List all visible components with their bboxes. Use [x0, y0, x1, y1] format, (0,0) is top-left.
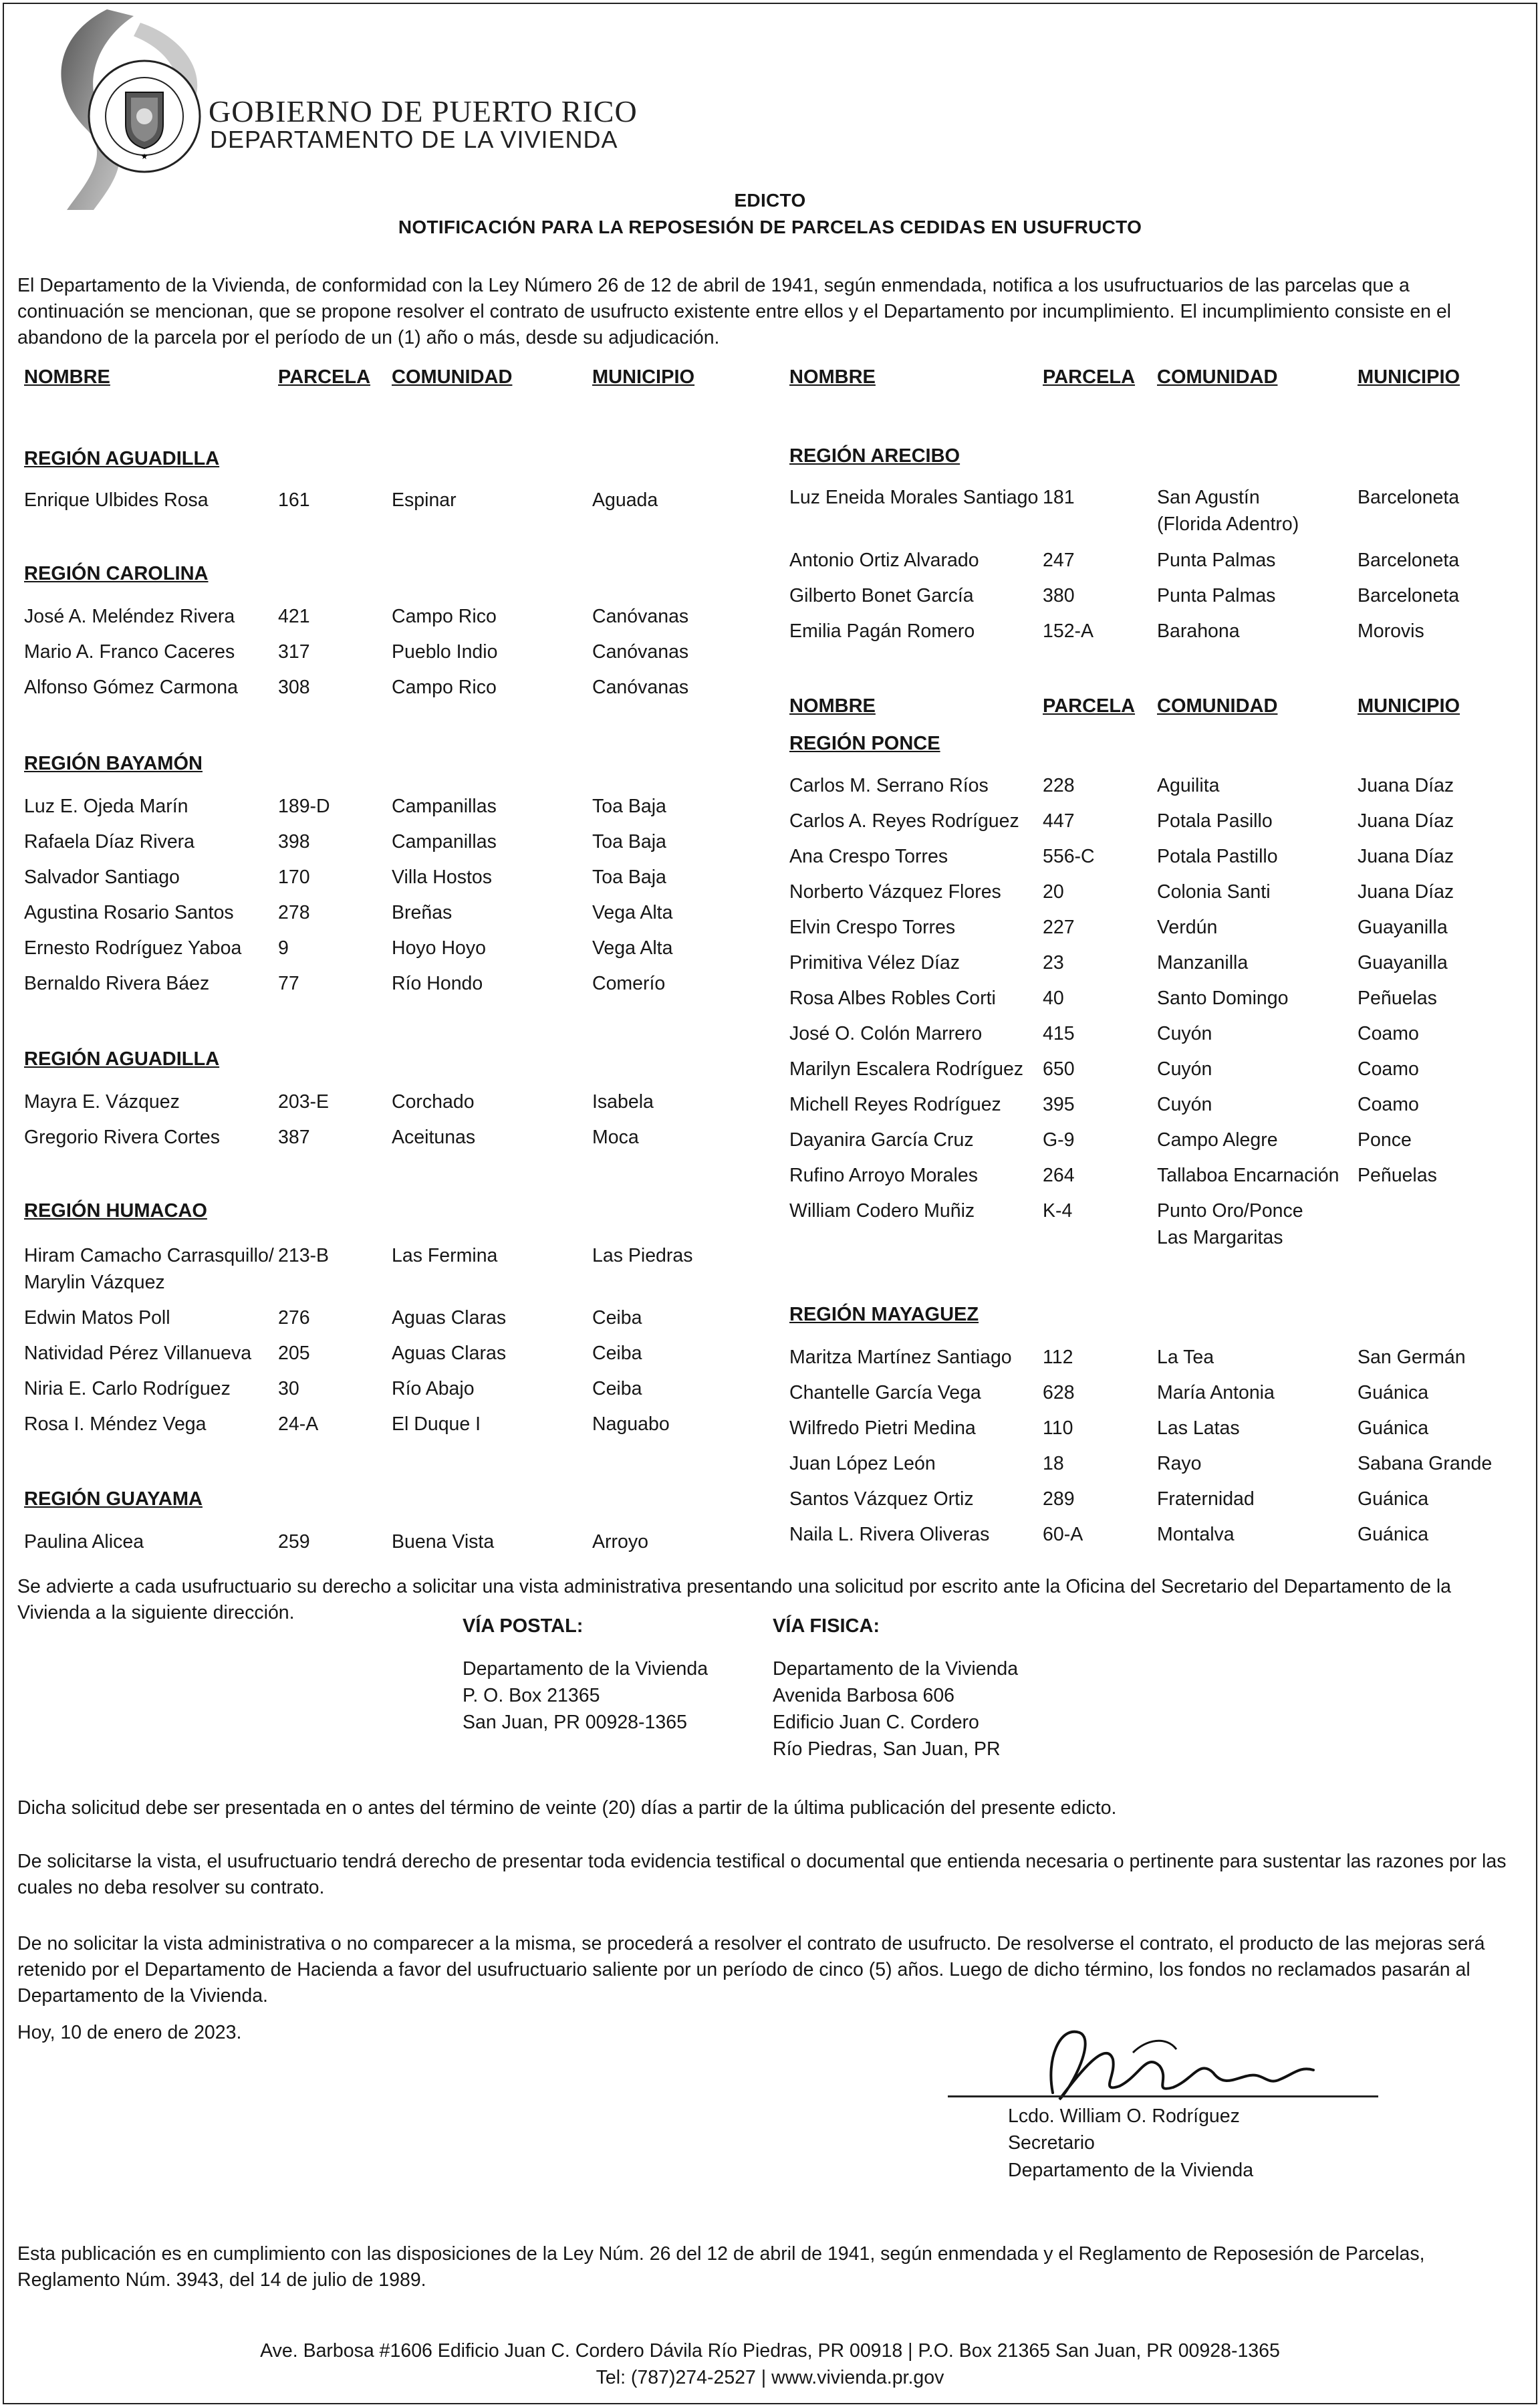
cell-municipio: Guánica [1358, 1524, 1429, 1545]
cell-comunidad: Fraternidad [1157, 1488, 1255, 1510]
cell-comunidad: Punta Palmas [1157, 550, 1276, 571]
cell-comunidad: Río Abajo [392, 1378, 475, 1399]
address-line: Avenida Barbosa 606 [773, 1685, 955, 1706]
address-line: Edificio Juan C. Cordero [773, 1712, 979, 1733]
column-header-municipio: MUNICIPIO [1358, 695, 1460, 717]
table-row [0, 1056, 1540, 1082]
column-header-comunidad: COMUNIDAD [1157, 695, 1278, 717]
cell-municipio: Peñuelas [1358, 988, 1437, 1009]
cell-municipio: Barceloneta [1358, 550, 1460, 571]
column-header-municipio: MUNICIPIO [1358, 366, 1460, 388]
region-heading: REGIÓN MAYAGUEZ [789, 1304, 979, 1325]
cell-comunidad: Santo Domingo [1157, 988, 1289, 1009]
cell-parcela: 18 [1043, 1453, 1064, 1474]
table-row [0, 772, 1540, 799]
cell-municipio: Juana Díaz [1358, 775, 1454, 796]
cell-nombre: Agustina Rosario Santos [24, 902, 234, 923]
cell-municipio: Canóvanas [592, 606, 689, 627]
footer-contact: Tel: (787)274-2527 | www.vivienda.pr.gov [596, 2367, 944, 2388]
cell-parcela: 203-E [278, 1091, 330, 1113]
cell-municipio: Aguada [592, 489, 658, 511]
cell-municipio: Juana Díaz [1358, 810, 1454, 832]
cell-comunidad: Las Fermina [392, 1245, 498, 1266]
cell-comunidad: Campanillas [392, 831, 497, 852]
cell-parcela: 152-A [1043, 620, 1094, 642]
compliance-paragraph: Esta publicación es en cumplimiento con las disposiciones de la Ley Núm. 26 del 12 de abril de 1941, según enmendada y el Reglamento de Reposesión de Parcelas, Reglamento Núm. 3943, del 14 de julio de 1989. [17, 2243, 1425, 2291]
cell-nombre: Salvador Santiago [24, 867, 180, 888]
cell-municipio: Toa Baja [592, 867, 666, 888]
cell-municipio: Toa Baja [592, 796, 666, 817]
cell-nombre: Edwin Matos Poll [24, 1307, 170, 1329]
signatory-role: Secretario [1008, 2132, 1095, 2154]
region-heading: REGIÓN GUAYAMA [24, 1488, 203, 1510]
cell-nombre: Ernesto Rodríguez Yaboa [24, 937, 242, 959]
cell-municipio: Guayanilla [1358, 952, 1448, 973]
edict-title: EDICTO [734, 190, 806, 211]
cell-municipio: Sabana Grande [1358, 1453, 1493, 1474]
cell-nombre: Naila L. Rivera Oliveras [789, 1524, 990, 1545]
cell-comunidad: La Tea [1157, 1347, 1214, 1368]
cell-nombre: Mario A. Franco Caceres [24, 641, 235, 663]
cell-municipio: Ceiba [592, 1378, 642, 1399]
address-line: Río Piedras, San Juan, PR [773, 1738, 1001, 1760]
cell-nombre: Carlos M. Serrano Ríos [789, 775, 989, 796]
cell-parcela: 30 [278, 1378, 299, 1399]
cell-municipio: Coamo [1358, 1023, 1419, 1044]
edict-subtitle: NOTIFICACIÓN PARA LA REPOSESIÓN DE PARCELAS CEDIDAS EN USUFRUCTO [398, 217, 1142, 237]
cell-parcela: 205 [278, 1343, 310, 1364]
physical-heading: VÍA FISICA: [773, 1615, 880, 1637]
cell-comunidad: Las Latas [1157, 1417, 1240, 1439]
table-row [0, 1242, 1540, 1293]
cell-parcela: 380 [1043, 585, 1075, 606]
cell-nombre: Maritza Martínez Santiago [789, 1347, 1012, 1368]
table-row [0, 1450, 1540, 1477]
cell-comunidad: Campo Rico [392, 606, 497, 627]
cell-municipio: Canóvanas [592, 641, 689, 663]
cell-nombre: Enrique Ulbides Rosa [24, 489, 209, 511]
table-row [0, 914, 1540, 941]
cell-municipio: Coamo [1358, 1058, 1419, 1080]
cell-municipio: Ceiba [592, 1343, 642, 1364]
cell-nombre: Michell Reyes Rodríguez [789, 1094, 1001, 1115]
cell-nombre: Rafaela Díaz Rivera [24, 831, 195, 852]
cell-municipio: Barceloneta [1358, 487, 1460, 508]
cell-nombre: Carlos A. Reyes Rodríguez [789, 810, 1019, 832]
government-name: GOBIERNO DE PUERTO RICO [209, 94, 638, 128]
table-row [0, 674, 1540, 701]
cell-comunidad: Punto Oro/Ponce Las Margaritas [1157, 1200, 1303, 1248]
column-header-nombre: NOMBRE [24, 366, 110, 388]
signatory-name: Lcdo. William O. Rodríguez [1008, 2105, 1240, 2127]
cell-nombre: Luz E. Ojeda Marín [24, 796, 188, 817]
cell-parcela: 227 [1043, 917, 1075, 938]
cell-nombre: Emilia Pagán Romero [789, 620, 975, 642]
cell-parcela: 259 [278, 1531, 310, 1553]
evidence-paragraph: De solicitarse la vista, el usufructuario tendrá derecho de presentar toda evidencia testifical o documental que entienda necesaria o pertinente para sustentar las razones por las cuales no deba resolver su contrato. [17, 1851, 1507, 1898]
region-heading: REGIÓN AGUADILLA [24, 1048, 220, 1070]
address-line: P. O. Box 21365 [463, 1685, 600, 1706]
cell-municipio: Guánica [1358, 1382, 1429, 1403]
table-row [0, 1020, 1540, 1047]
cell-municipio: Toa Baja [592, 831, 666, 852]
cell-comunidad: San Agustín (Florida Adentro) [1157, 487, 1299, 535]
cell-comunidad: Aguas Claras [392, 1343, 507, 1364]
resolution-paragraph: De no solicitar la vista administrativa o no comparecer a la misma, se procederá a resolver el contrato de usufructo. De resolverse el contrato, el producto de las mejoras será retenido por el Departamento de Hacienda a favor del usufructuario saliente por un período de cinco (5) años. Luego de dicho término, los fondos no reclamados pasarán al Departamento de la Vivienda. [17, 1933, 1485, 2007]
cell-nombre: Ana Crespo Torres [789, 846, 948, 867]
cell-nombre: Dayanira García Cruz [789, 1129, 974, 1151]
cell-nombre: José A. Meléndez Rivera [24, 606, 235, 627]
cell-municipio: Naguabo [592, 1413, 670, 1435]
cell-nombre: Antonio Ortiz Alvarado [789, 550, 979, 571]
cell-comunidad: Cuyón [1157, 1058, 1212, 1080]
table-row [0, 484, 1540, 535]
cell-parcela: 447 [1043, 810, 1075, 832]
intro-paragraph: El Departamento de la Vivienda, de conformidad con la Ley Número 26 de 12 de abril de 1941, según enmendada, notifica a los usufructuarios de las parcelas que a continuación se mencionan, que se propone resolver el contrato de usufructo existente entre ellos y el Departamento por incumplimiento. El incumplimiento consiste en el abandono de la parcela por el período de un (1) año o más, desde su adjudicación. [17, 275, 1452, 348]
cell-comunidad: Potala Pasillo [1157, 810, 1273, 832]
table-row [0, 1344, 1540, 1371]
cell-nombre: José O. Colón Marrero [789, 1023, 983, 1044]
address-line: Departamento de la Vivienda [773, 1658, 1019, 1680]
cell-municipio: Coamo [1358, 1094, 1419, 1115]
address-line: San Juan, PR 00928-1365 [463, 1712, 687, 1733]
svg-text:★: ★ [140, 152, 148, 161]
cell-parcela: 317 [278, 641, 310, 663]
table-row [0, 1415, 1540, 1442]
date-line: Hoy, 10 de enero de 2023. [17, 2022, 242, 2043]
cell-parcela: G-9 [1043, 1129, 1075, 1151]
column-header-comunidad: COMUNIDAD [1157, 366, 1278, 388]
cell-comunidad: Potala Pastillo [1157, 846, 1278, 867]
table-row [0, 1197, 1540, 1248]
department-name: DEPARTAMENTO DE LA VIVIENDA [210, 126, 618, 153]
cell-municipio: Isabela [592, 1091, 654, 1113]
cell-comunidad: María Antonia [1157, 1382, 1275, 1403]
cell-comunidad: Espinar [392, 489, 457, 511]
cell-municipio: Barceloneta [1358, 585, 1460, 606]
cell-parcela: 395 [1043, 1094, 1075, 1115]
cell-parcela: 189-D [278, 796, 330, 817]
cell-municipio: Las Piedras [592, 1245, 693, 1266]
cell-comunidad: Río Hondo [392, 973, 483, 994]
cell-comunidad: Pueblo Indio [392, 641, 498, 663]
column-header-nombre: NOMBRE [789, 695, 876, 717]
cell-parcela: K-4 [1043, 1200, 1073, 1222]
cell-comunidad: Corchado [392, 1091, 475, 1113]
cell-nombre: Paulina Alicea [24, 1531, 144, 1553]
table-row [0, 843, 1540, 870]
cell-comunidad: Punta Palmas [1157, 585, 1276, 606]
cell-comunidad: Campo Rico [392, 677, 497, 698]
cell-parcela: 415 [1043, 1023, 1075, 1044]
table-row [0, 1379, 1540, 1406]
table-row [0, 1091, 1540, 1118]
deadline-paragraph: Dicha solicitud debe ser presentada en o antes del término de veinte (20) días a partir de la última publicación del presente edicto. [17, 1797, 1117, 1819]
cell-nombre: Gregorio Rivera Cortes [24, 1127, 221, 1148]
government-seal-icon [87, 59, 202, 174]
cell-parcela: 264 [1043, 1165, 1075, 1186]
cell-municipio: Vega Alta [592, 937, 673, 959]
cell-comunidad: El Duque I [392, 1413, 481, 1435]
cell-municipio: Canóvanas [592, 677, 689, 698]
cell-municipio: Ceiba [592, 1307, 642, 1329]
cell-parcela: 228 [1043, 775, 1075, 796]
cell-nombre: Niria E. Carlo Rodríguez [24, 1378, 231, 1399]
cell-nombre: Bernaldo Rivera Báez [24, 973, 210, 994]
cell-municipio: Guánica [1358, 1417, 1429, 1439]
cell-municipio: Vega Alta [592, 902, 673, 923]
cell-comunidad: Montalva [1157, 1524, 1235, 1545]
cell-comunidad: Manzanilla [1157, 952, 1249, 973]
cell-parcela: 161 [278, 489, 310, 511]
cell-nombre: Norberto Vázquez Flores [789, 881, 1001, 903]
table-row [0, 1127, 1540, 1153]
cell-parcela: 278 [278, 902, 310, 923]
column-header-parcela: PARCELA [1043, 695, 1136, 717]
table-row [0, 582, 1540, 609]
cell-municipio: Juana Díaz [1358, 846, 1454, 867]
cell-comunidad: Villa Hostos [392, 867, 492, 888]
cell-parcela: 213-B [278, 1245, 330, 1266]
table-row [0, 1304, 1540, 1331]
cell-nombre: Marilyn Escalera Rodríguez [789, 1058, 1024, 1080]
region-heading: REGIÓN BAYAMÓN [24, 753, 203, 774]
cell-municipio: Peñuelas [1358, 1165, 1437, 1186]
cell-municipio: Moca [592, 1127, 639, 1148]
cell-municipio: Guayanilla [1358, 917, 1448, 938]
cell-parcela: 387 [278, 1127, 310, 1148]
cell-nombre: Chantelle García Vega [789, 1382, 981, 1403]
cell-parcela: 40 [1043, 988, 1064, 1009]
cell-parcela: 9 [278, 937, 289, 959]
region-heading: REGIÓN AGUADILLA [24, 448, 220, 469]
cell-nombre: Rosa I. Méndez Vega [24, 1413, 207, 1435]
cell-nombre: Rosa Albes Robles Corti [789, 988, 996, 1009]
cell-nombre: Santos Vázquez Ortiz [789, 1488, 974, 1510]
column-header-parcela: PARCELA [1043, 366, 1136, 388]
region-heading: REGIÓN HUMACAO [24, 1200, 207, 1222]
cell-municipio: Ponce [1358, 1129, 1412, 1151]
column-header-parcela: PARCELA [278, 366, 371, 388]
cell-municipio: Juana Díaz [1358, 881, 1454, 903]
region-heading: REGIÓN CAROLINA [24, 563, 209, 584]
cell-comunidad: Tallaboa Encarnación [1157, 1165, 1339, 1186]
cell-municipio: Comerío [592, 973, 666, 994]
cell-nombre: Juan López León [789, 1453, 936, 1474]
column-header-comunidad: COMUNIDAD [392, 366, 513, 388]
cell-comunidad: Aguilita [1157, 775, 1220, 796]
table-row [0, 985, 1540, 1012]
cell-comunidad: Campo Alegre [1157, 1129, 1278, 1151]
cell-comunidad: Cuyón [1157, 1023, 1212, 1044]
signature-line [948, 2095, 1378, 2097]
column-header-nombre: NOMBRE [789, 366, 876, 388]
cell-comunidad: Cuyón [1157, 1094, 1212, 1115]
cell-comunidad: Verdún [1157, 917, 1218, 938]
cell-municipio: Morovis [1358, 620, 1424, 642]
cell-comunidad: Barahona [1157, 620, 1240, 642]
cell-nombre: Alfonso Gómez Carmona [24, 677, 238, 698]
table-row [0, 1486, 1540, 1512]
cell-nombre: Luz Eneida Morales Santiago [789, 487, 1039, 508]
table-row [0, 879, 1540, 905]
cell-parcela: 170 [278, 867, 310, 888]
signatory-department: Departamento de la Vivienda [1008, 2160, 1254, 2181]
cell-comunidad: Campanillas [392, 796, 497, 817]
cell-comunidad: Breñas [392, 902, 453, 923]
column-header-municipio: MUNICIPIO [592, 366, 695, 388]
footer-address: Ave. Barbosa #1606 Edificio Juan C. Cordero Dávila Río Piedras, PR 00918 | P.O. Box 21365 San Juan, PR 00928-1365 [260, 2340, 1280, 2362]
table-row [0, 1162, 1540, 1189]
table-row [0, 808, 1540, 834]
postal-heading: VÍA POSTAL: [463, 1615, 584, 1637]
advice-paragraph: Se advierte a cada usufructuario su derecho a solicitar una vista administrativa presentando una solicitud por escrito ante la Oficina del Secretario del Departamento de la Vivienda a la siguiente dirección. [17, 1576, 1452, 1623]
cell-parcela: 60-A [1043, 1524, 1083, 1545]
cell-nombre: Wilfredo Pietri Medina [789, 1417, 976, 1439]
table-row [0, 1521, 1540, 1548]
cell-parcela: 110 [1043, 1417, 1073, 1439]
cell-comunidad: Hoyo Hoyo [392, 937, 486, 959]
cell-nombre: Natividad Pérez Villanueva [24, 1343, 252, 1364]
cell-nombre: Primitiva Vélez Díaz [789, 952, 960, 973]
cell-municipio: Arroyo [592, 1531, 648, 1553]
cell-parcela: 421 [278, 606, 310, 627]
cell-parcela: 23 [1043, 952, 1064, 973]
address-line: Departamento de la Vivienda [463, 1658, 709, 1680]
cell-parcela: 289 [1043, 1488, 1075, 1510]
cell-comunidad: Buena Vista [392, 1531, 495, 1553]
cell-municipio: San Germán [1358, 1347, 1466, 1368]
cell-parcela: 556-C [1043, 846, 1095, 867]
table-row [0, 949, 1540, 976]
cell-parcela: 398 [278, 831, 310, 852]
cell-parcela: 112 [1043, 1347, 1073, 1368]
table-row [0, 618, 1540, 645]
cell-parcela: 20 [1043, 881, 1064, 903]
cell-nombre: William Codero Muñiz [789, 1200, 975, 1222]
table-row [0, 547, 1540, 574]
cell-nombre: Hiram Camacho Carrasquillo/ Marylin Vázquez [24, 1245, 274, 1293]
cell-comunidad: Aguas Claras [392, 1307, 507, 1329]
cell-parcela: 24-A [278, 1413, 319, 1435]
cell-comunidad: Rayo [1157, 1453, 1202, 1474]
cell-nombre: Rufino Arroyo Morales [789, 1165, 978, 1186]
cell-parcela: 77 [278, 973, 299, 994]
cell-parcela: 181 [1043, 487, 1075, 508]
cell-comunidad: Colonia Santi [1157, 881, 1271, 903]
cell-parcela: 276 [278, 1307, 310, 1329]
cell-parcela: 628 [1043, 1382, 1075, 1403]
cell-nombre: Elvin Crespo Torres [789, 917, 956, 938]
cell-parcela: 308 [278, 677, 310, 698]
cell-parcela: 650 [1043, 1058, 1075, 1080]
cell-nombre: Mayra E. Vázquez [24, 1091, 180, 1113]
cell-municipio: Guánica [1358, 1488, 1429, 1510]
cell-nombre: Gilberto Bonet García [789, 585, 974, 606]
cell-comunidad: Aceitunas [392, 1127, 476, 1148]
cell-parcela: 247 [1043, 550, 1075, 571]
region-heading: REGIÓN ARECIBO [789, 445, 960, 467]
region-heading: REGIÓN PONCE [789, 733, 940, 754]
